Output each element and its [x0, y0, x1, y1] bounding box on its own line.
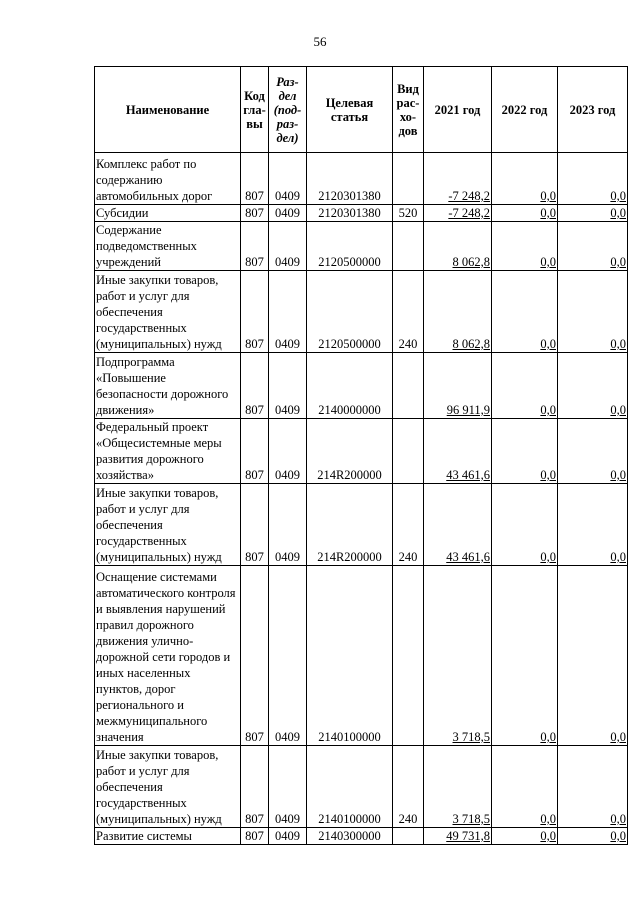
row-chapter-code: 807 — [241, 153, 269, 205]
row-chapter-code: 807 — [241, 419, 269, 484]
row-chapter-code: 807 — [241, 484, 269, 566]
header-name: Наименование — [95, 67, 241, 153]
row-name: Содержание подведомственных учреждений — [95, 222, 241, 271]
row-section: 0409 — [269, 828, 307, 845]
row-name: Комплекс работ по содержанию автомобильных дорог — [95, 153, 241, 205]
row-expense-type: 240 — [393, 746, 424, 828]
row-section: 0409 — [269, 153, 307, 205]
table-row — [95, 271, 628, 353]
header-expense-type: Вид рас- хо- дов — [393, 67, 424, 153]
row-name: Субсидии — [95, 205, 241, 222]
row-target: 2120500000 — [307, 271, 393, 353]
row-target: 2120301380 — [307, 153, 393, 205]
row-value-2022: 0,0 — [492, 484, 558, 566]
row-value-2021: -7 248,2 — [424, 205, 492, 222]
table-row — [95, 484, 628, 566]
row-name: Федеральный проект «Общесистемные меры развития дорожного хозяйства» — [95, 419, 241, 484]
row-section: 0409 — [269, 271, 307, 353]
row-expense-type — [393, 828, 424, 845]
row-section: 0409 — [269, 484, 307, 566]
row-value-2022: 0,0 — [492, 271, 558, 353]
table-row — [95, 566, 628, 746]
row-expense-type — [393, 419, 424, 484]
row-target: 2120500000 — [307, 222, 393, 271]
row-target: 2140000000 — [307, 353, 393, 419]
table-row — [95, 205, 628, 222]
row-value-2022: 0,0 — [492, 222, 558, 271]
row-chapter-code: 807 — [241, 566, 269, 746]
row-name: Подпрограмма «Повышение безопасности дорожного движения» — [95, 353, 241, 419]
row-expense-type: 240 — [393, 484, 424, 566]
row-value-2021: 43 461,6 — [424, 484, 492, 566]
table-row — [95, 353, 628, 419]
row-value-2023: 0,0 — [558, 746, 628, 828]
row-value-2022: 0,0 — [492, 828, 558, 845]
row-value-2023: 0,0 — [558, 828, 628, 845]
row-value-2021: -7 248,2 — [424, 153, 492, 205]
row-value-2021: 43 461,6 — [424, 419, 492, 484]
header-row — [95, 67, 628, 153]
header-target: Целевая статья — [307, 67, 393, 153]
row-value-2022: 0,0 — [492, 746, 558, 828]
row-target: 2140100000 — [307, 566, 393, 746]
header-chapter-code: Код гла- вы — [241, 67, 269, 153]
table-row — [95, 222, 628, 271]
header-2023: 2023 год — [558, 67, 628, 153]
row-chapter-code: 807 — [241, 353, 269, 419]
row-value-2022: 0,0 — [492, 419, 558, 484]
row-expense-type — [393, 353, 424, 419]
row-section: 0409 — [269, 353, 307, 419]
row-chapter-code: 807 — [241, 828, 269, 845]
row-target: 2140300000 — [307, 828, 393, 845]
table-row — [95, 746, 628, 828]
row-value-2021: 8 062,8 — [424, 222, 492, 271]
row-expense-type: 520 — [393, 205, 424, 222]
row-value-2021: 3 718,5 — [424, 566, 492, 746]
row-value-2022: 0,0 — [492, 153, 558, 205]
row-section: 0409 — [269, 566, 307, 746]
row-section: 0409 — [269, 205, 307, 222]
row-expense-type — [393, 222, 424, 271]
row-value-2021: 3 718,5 — [424, 746, 492, 828]
row-section: 0409 — [269, 419, 307, 484]
row-target: 214R200000 — [307, 484, 393, 566]
row-value-2023: 0,0 — [558, 153, 628, 205]
row-name: Иные закупки товаров, работ и услуг для обеспечения государственных (муниципальных) нужд — [95, 746, 241, 828]
row-value-2022: 0,0 — [492, 205, 558, 222]
table-row — [95, 419, 628, 484]
row-target: 214R200000 — [307, 419, 393, 484]
row-value-2023: 0,0 — [558, 271, 628, 353]
row-expense-type: 240 — [393, 271, 424, 353]
row-name: Оснащение системами автоматического контроля и выявления нарушений правил дорожного движения улично-дорожной сети городов и иных населенных пунктов, дорог регионального и межмуниципального значения — [95, 566, 241, 746]
row-value-2022: 0,0 — [492, 566, 558, 746]
row-section: 0409 — [269, 222, 307, 271]
header-2022: 2022 год — [492, 67, 558, 153]
row-value-2023: 0,0 — [558, 205, 628, 222]
row-name: Развитие системы — [95, 828, 241, 845]
row-value-2023: 0,0 — [558, 222, 628, 271]
row-chapter-code: 807 — [241, 271, 269, 353]
row-section: 0409 — [269, 746, 307, 828]
row-value-2023: 0,0 — [558, 566, 628, 746]
table-row — [95, 828, 628, 845]
header-2021: 2021 год — [424, 67, 492, 153]
budget-table — [94, 66, 628, 845]
row-value-2021: 49 731,8 — [424, 828, 492, 845]
row-target: 2120301380 — [307, 205, 393, 222]
header-section: Раз- дел (под- раз- дел) — [269, 67, 307, 153]
row-target: 2140100000 — [307, 746, 393, 828]
row-chapter-code: 807 — [241, 746, 269, 828]
row-value-2021: 96 911,9 — [424, 353, 492, 419]
row-value-2023: 0,0 — [558, 484, 628, 566]
row-name: Иные закупки товаров, работ и услуг для обеспечения государственных (муниципальных) нужд — [95, 484, 241, 566]
row-chapter-code: 807 — [241, 222, 269, 271]
row-value-2021: 8 062,8 — [424, 271, 492, 353]
row-expense-type — [393, 153, 424, 205]
table-row — [95, 153, 628, 205]
row-expense-type — [393, 566, 424, 746]
page-number: 56 — [313, 34, 327, 49]
row-name: Иные закупки товаров, работ и услуг для обеспечения государственных (муниципальных) нужд — [95, 271, 241, 353]
row-value-2023: 0,0 — [558, 419, 628, 484]
row-chapter-code: 807 — [241, 205, 269, 222]
row-value-2023: 0,0 — [558, 353, 628, 419]
row-value-2022: 0,0 — [492, 353, 558, 419]
